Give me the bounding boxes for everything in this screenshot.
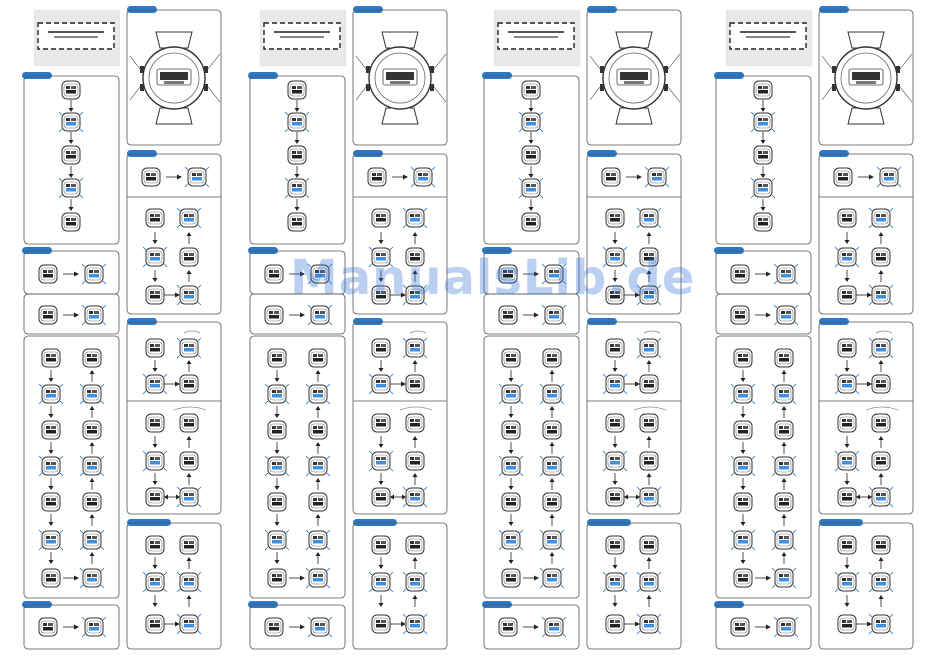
watermark-text: ManualsLib.de — [290, 250, 696, 306]
manual-panel-2 — [248, 6, 447, 649]
manual-panel-1 — [22, 6, 221, 649]
manual-panel-4 — [714, 6, 913, 649]
manual-panel-3 — [482, 6, 681, 649]
